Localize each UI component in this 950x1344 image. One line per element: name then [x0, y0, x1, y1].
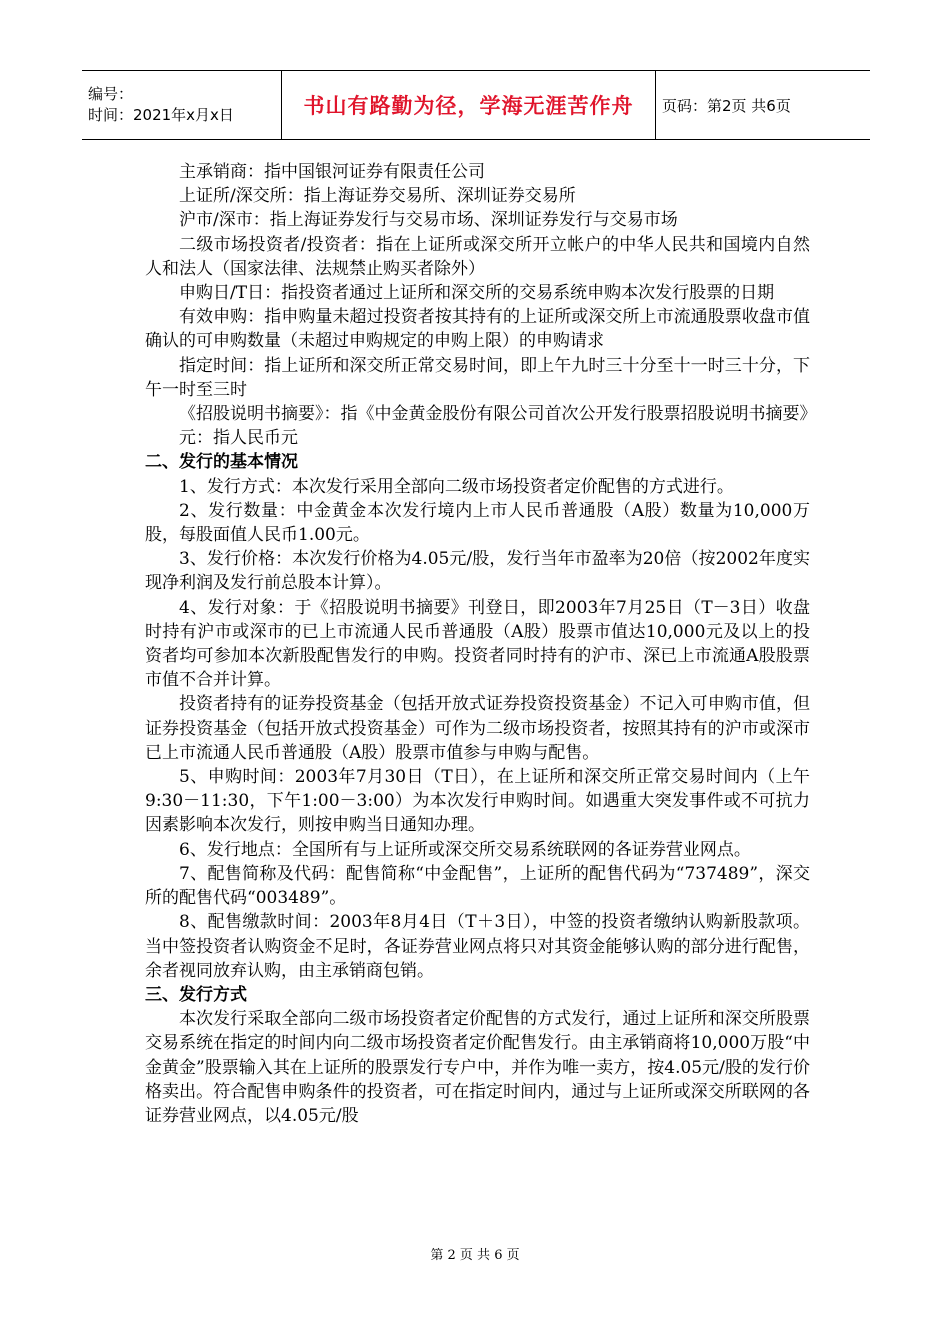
- body-paragraph: 《招股说明书摘要》：指《中金黄金股份有限公司首次公开发行股票招股说明书摘要》: [179, 404, 817, 425]
- body-paragraph: 申购日/T日：指投资者通过上证所和深交所的交易系统申购本次发行股票的日期: [179, 283, 775, 304]
- body-paragraph: 4、发行对象：于《招股说明书摘要》刊登日，即2003年7月25日（T－3日）收盘时持有沪市或深市的已上市流通人民币普通股（A股）股票市值达10,000元及以上的投资者均可参加本次新股配售发行的申购。投资者同时持有的沪市、深已上市流通A股股票市值不合并计算。: [145, 597, 810, 691]
- document-body: [145, 160, 817, 1128]
- header-meta: [82, 71, 282, 139]
- body-paragraph: 有效申购：指申购量未超过投资者按其持有的上证所或深交所上市流通股票收盘市值确认的可申购数量（未超过申购规定的申购上限）的申购请求: [145, 307, 810, 352]
- body-paragraph: 本次发行采取全部向二级市场投资者定价配售的方式发行，通过上证所和深交所股票交易系统在指定的时间内向二级市场投资者定价配售发行。由主承销商将10,000万股“中金黄金”股票输入其在上证所的股票发行专户中，并作为唯一卖方，按4.05元/股的发行价格卖出。符合配售申购条件的投资者，可在指定时间内，通过与上证所或深交所联网的各证券营业网点，以4.05元/股: [145, 1009, 810, 1126]
- section-heading: 二、发行的基本情况: [145, 452, 298, 473]
- body-paragraph: 上证所/深交所：指上海证券交易所、深圳证券交易所: [179, 186, 576, 207]
- body-paragraph: 二级市场投资者/投资者：指在上证所或深交所开立帐户的中华人民共和国境内自然人和法人（国家法律、法规禁止购买者除外）: [145, 234, 810, 279]
- page-footer: [0, 1244, 950, 1263]
- body-paragraph: 8、配售缴款时间：2003年8月4日（T＋3日），中签的投资者缴纳认购新股款项。当中签投资者认购资金不足时，各证券营业网点将只对其资金能够认购的部分进行配售，余者视同放弃认购，由主承销商包销。: [145, 912, 810, 981]
- body-paragraph: 元：指人民币元: [179, 428, 298, 449]
- section-heading: 三、发行方式: [145, 984, 247, 1005]
- body-paragraph: 7、配售简称及代码：配售简称“中金配售”，上证所的配售代码为“737489”，深交所的配售代码“003489”。: [145, 863, 810, 909]
- header-motto-cell: [282, 71, 656, 139]
- body-paragraph: 投资者持有的证券投资基金（包括开放式证券投资投资基金）不记入可申购市值，但证券投资基金（包括开放式投资基金）可作为二级市场投资者，按照其持有的沪市或深市已上市流通人民币普通股（A股）股票市值参与申购与配售。: [145, 694, 810, 763]
- header-page-info: 页码：第2页 共6页: [662, 96, 791, 115]
- body-paragraph: 6、发行地点：全国所有与上证所或深交所交易系统联网的各证券营业网点。: [179, 839, 751, 860]
- header-page-cell: [656, 71, 870, 139]
- body-paragraph: 指定时间：指上证所和深交所正常交易时间，即上午九时三十分至十一时三十分，下午一时至三时: [145, 355, 810, 400]
- body-paragraph: 5、申购时间：2003年7月30日（T日），在上证所和深交所正常交易时间内（上午9:30－11:30，下午1:00－3:00）为本次发行申购时间。如遇重大突发事件或不可抗力因素影响本次发行，则按申购当日通知办理。: [145, 767, 810, 836]
- body-paragraph: 2、发行数量：中金黄金本次发行境内上市人民币普通股（A股）数量为10,000万股，每股面值人民币1.00元。: [145, 500, 810, 546]
- body-paragraph: 3、发行价格：本次发行价格为4.05元/股，发行当年市盈率为20倍（按2002年度实现净利润及发行前总股本计算）。: [145, 549, 810, 594]
- body-paragraph: 沪市/深市：指上海证券发行与交易市场、深圳证券发行与交易市场: [179, 210, 678, 231]
- body-paragraph: 主承销商：指中国银河证券有限责任公司: [179, 162, 485, 182]
- document-time-label: 时间：2021年x月x日: [88, 106, 234, 124]
- document-number-label: 编号：: [88, 85, 134, 103]
- document-header: [82, 70, 870, 140]
- footer-page-number: 第 2 页 共 6 页: [430, 1248, 520, 1263]
- body-paragraph: 1、发行方式：本次发行采用全部向二级市场投资者定价配售的方式进行。: [179, 476, 734, 497]
- header-motto: 书山有路勤为径，学海无涯苦作舟: [303, 94, 634, 118]
